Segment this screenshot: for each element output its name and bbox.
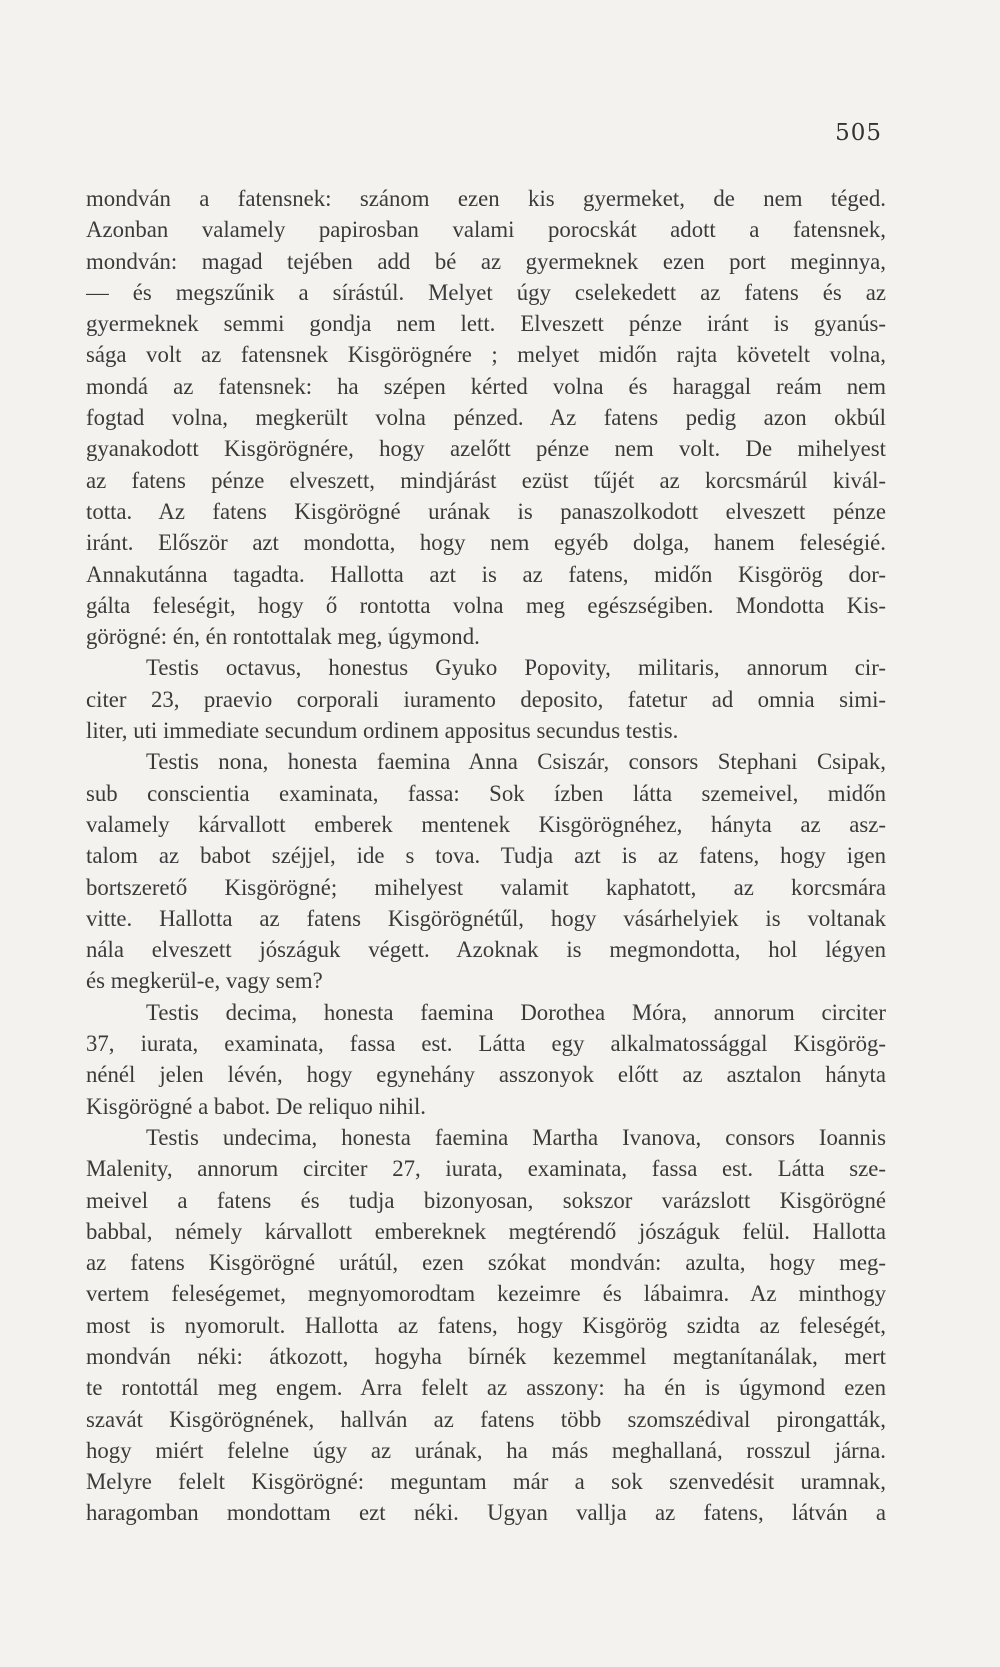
text-line: Testis nona, honesta faemina Anna Csiszár, consors Stephani Csipak, [146, 749, 886, 775]
text-line: fogtad volna, megkerült volna pénzed. Az fatens pedig azon okbúl [86, 405, 886, 431]
text-line: most is nyomorult. Hallotta az fatens, hogy Kisgörög szidta az feleségét, [86, 1312, 886, 1338]
text-line: Testis undecima, honesta faemina Martha Ivanova, consors Ioannis [146, 1124, 886, 1150]
text-line: Annakutánna tagadta. Hallotta azt is az fatens, midőn Kisgörög dor- [86, 561, 886, 587]
text-line: Testis octavus, honestus Gyuko Popovity, militaris, annorum cir- [146, 655, 886, 681]
text-line: és megkerül-e, vagy sem? [86, 968, 323, 994]
text-line: bortszerető Kisgörögné; mihelyest valamit kaphatott, az korcsmára [86, 874, 886, 900]
text-line: az fatens pénze elveszett, mindjárást ezüst tűjét az korcsmárúl kivál- [86, 467, 886, 493]
text-line: meivel a fatens és tudja bizonyosan, sokszor varázslott Kisgörögné [86, 1187, 886, 1213]
text-line: babbal, némely kárvallott embereknek megtérendő jószáguk felül. Hallotta [86, 1218, 886, 1244]
text-line: görögné: én, én rontottalak meg, úgymond. [86, 624, 480, 650]
text-line: Melyre felelt Kisgörögné: meguntam már a sok szenvedésit uramnak, [86, 1469, 886, 1495]
text-line: valamely kárvallott emberek mentenek Kisgörögnéhez, hányta az asz- [86, 811, 886, 837]
text-line: talom az babot széjjel, ide s tova. Tudja azt is az fatens, hogy igen [86, 843, 886, 869]
text-line: nénél jelen lévén, hogy egynehány asszonyok előtt az asztalon hányta [86, 1062, 886, 1088]
text-line: — és megszűnik a sírástúl. Melyet úgy cselekedett az fatens és az [86, 279, 886, 305]
text-line: gálta feleségit, hogy ő rontotta volna meg egészségiben. Mondotta Kis- [86, 592, 886, 618]
text-line: mondván néki: átkozott, hogyha bírnék kezemmel megtanítanálak, mert [86, 1343, 886, 1369]
text-line: Testis decima, honesta faemina Dorothea Móra, annorum circiter [146, 999, 886, 1025]
text-line: gyermeknek semmi gondja nem lett. Elveszett pénze iránt is gyanús- [86, 311, 886, 337]
text-line: 37, iurata, examinata, fassa est. Látta egy alkalmatossággal Kisgörög- [86, 1031, 886, 1057]
body-text [86, 183, 886, 1529]
text-line: mondá az fatensnek: ha szépen kérted volna és haraggal reám nem [86, 373, 886, 399]
text-line: mondván: magad tejében add bé az gyermeknek ezen port meginnya, [86, 248, 886, 274]
text-line: Kisgörögné a babot. De reliquo nihil. [86, 1093, 426, 1119]
text-line: Malenity, annorum circiter 27, iurata, examinata, fassa est. Látta sze- [86, 1156, 886, 1182]
text-line: nála elveszett jószáguk végett. Azoknak is megmondotta, hol légyen [86, 937, 886, 963]
text-line: mondván a fatensnek: szánom ezen kis gyermeket, de nem téged. [86, 186, 886, 211]
text-line: hogy miért felelne úgy az urának, ha más meghallaná, rosszul járna. [86, 1437, 886, 1463]
text-line: szavát Kisgörögnének, hallván az fatens több szomszédival pirongatták, [86, 1406, 886, 1432]
text-line: totta. Az fatens Kisgörögné urának is panaszolkodott elveszett pénze [86, 498, 886, 524]
text-line: gyanakodott Kisgörögnére, hogy azelőtt pénze nem volt. De mihelyest [86, 436, 886, 462]
page-number: 505 [835, 120, 882, 146]
text-line: liter, uti immediate secundum ordinem appositus secundus testis. [86, 718, 679, 744]
text-line: sub conscientia examinata, fassa: Sok ízben látta szemeivel, midőn [86, 780, 886, 806]
text-line: az fatens Kisgörögné urátúl, ezen szókat mondván: azulta, hogy meg- [86, 1250, 886, 1276]
text-line: Azonban valamely papirosban valami porocskát adott a fatensnek, [86, 217, 886, 243]
text-line: iránt. Először azt mondotta, hogy nem egyéb dolga, hanem feleségié. [86, 530, 886, 556]
text-line: te rontottál meg engem. Arra felelt az asszony: ha én is úgymond ezen [86, 1375, 886, 1401]
text-line: vitte. Hallotta az fatens Kisgörögnétűl, hogy vásárhelyiek is voltanak [86, 905, 886, 931]
text-line: sága volt az fatensnek Kisgörögnére ; melyet midőn rajta követelt volna, [86, 342, 886, 368]
text-line: citer 23, praevio corporali iuramento deposito, fatetur ad omnia simi- [86, 686, 886, 712]
text-line: haragomban mondottam ezt néki. Ugyan vallja az fatens, látván a [86, 1500, 886, 1526]
text-line: vertem feleségemet, megnyomorodtam kezeimre és lábaimra. Az minthogy [86, 1281, 886, 1307]
